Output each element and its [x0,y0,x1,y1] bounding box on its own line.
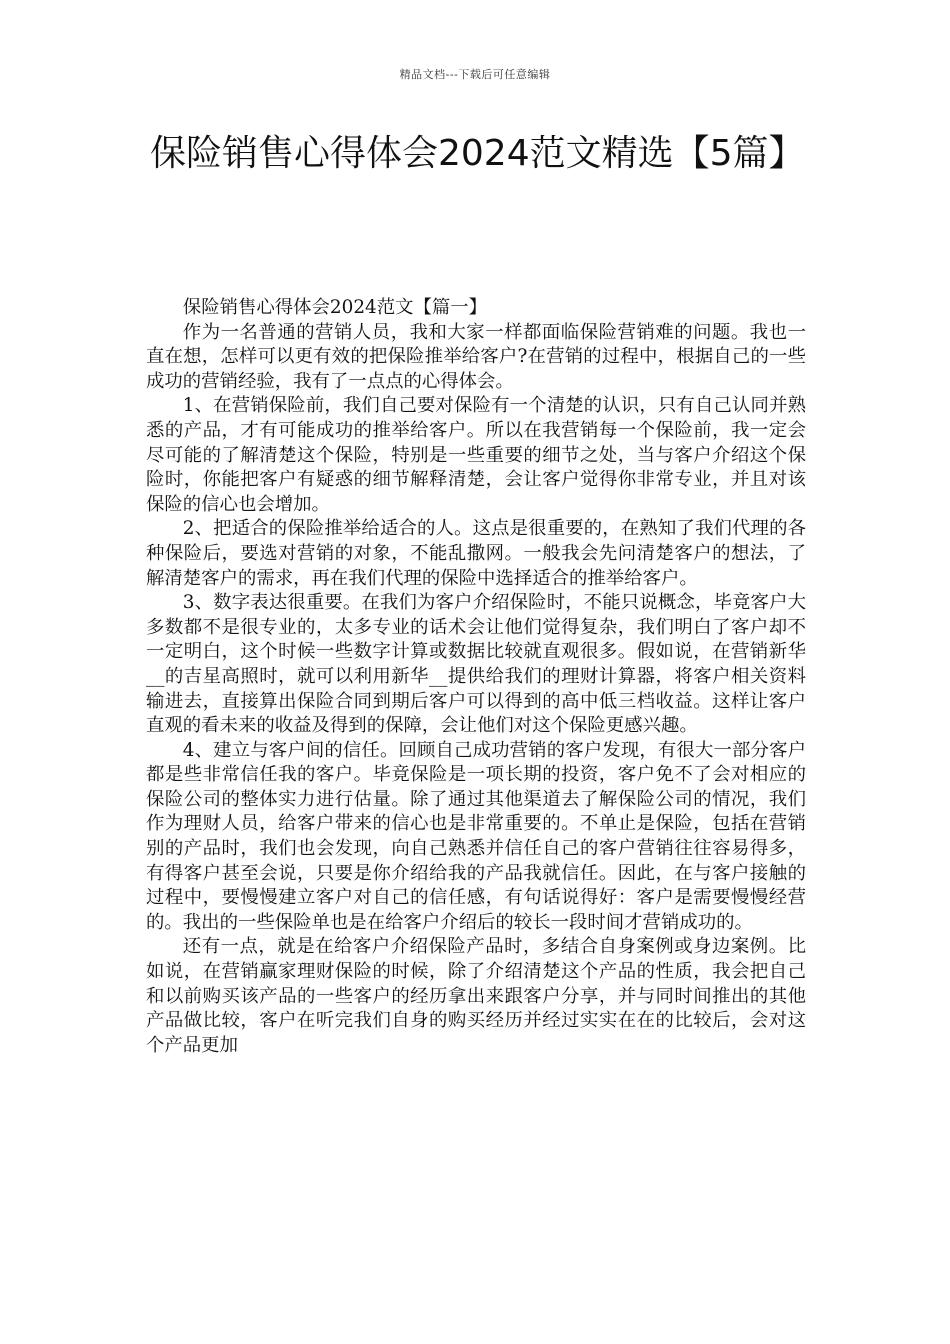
body-paragraph: 1、在营销保险前，我们自己要对保险有一个清楚的认识，只有自己认同并熟悉的产品，才有可能成功的推举给客户。所以在我营销每一个保险前，我一定会尽可能的了解清楚这个保险，特别是一些重要的细节之处，当与客户介绍这个保险时，你能把客户有疑惑的细节解释清楚，会让客户觉得你非常专业，并且对该保险的信心也会增加。 [146,395,806,515]
section-heading: 保险销售心得体会2024范文【篇一】 [182,297,488,318]
body-paragraph: 还有一点，就是在给客户介绍保险产品时，多结合自身案例或身边案例。比如说，在营销赢家理财保险的时候，除了介绍清楚这个产品的性质，我会把自己和以前购买该产品的一些客户的经历拿出来跟客户分享，并与同时间推出的其他产品做比较，客户在听完我们自身的购买经历并经过实实在在的比较后，会对这个产品更加 [146,936,806,1056]
body-paragraph: 3、数字表达很重要。在我们为客户介绍保险时，不能只说概念，毕竟客户大多数都不是很专业的，太多专业的话术会让他们觉得复杂，我们明白了客户却不一定明白，这个时候一些数字计算或数据比较就直观很多。假如说，在营销新华__的吉星高照时，就可以利用新华__提供给我们的理财计算器，将客户相关资料输进去，直接算出保险合同到期后客户可以得到的高中低三档收益。这样让客户直观的看未来的收益及得到的保障，会让他们对这个保险更感兴趣。 [146,592,806,737]
body-paragraph: 4、建立与客户间的信任。回顾自己成功营销的客户发现，有很大一部分客户都是些非常信任我的客户。毕竟保险是一项长期的投资，客户免不了会对相应的保险公司的整体实力进行估量。除了通过其他渠道去了解保险公司的情况，我们作为理财人员，给客户带来的信心也是非常重要的。不单止是保险，包括在营销别的产品时，我们也会发现，向自己熟悉并信任自己的客户营销往往容易得多，有得客户甚至会说，只要是你介绍给我的产品我就信任。因此，在与客户接触的过程中，要慢慢建立客户对自己的信任感，有句话说得好：客户是需要慢慢经营的。我出的一些保险单也是在给客户介绍后的较长一段时间才营销成功的。 [146,739,806,933]
header-note: 精品文档---下载后可任意编辑 [399,68,551,81]
document-title: 保险销售心得体会2024范文精选【5篇】 [150,133,805,174]
body-paragraph: 作为一名普通的营销人员，我和大家一样都面临保险营销难的问题。我也一直在想，怎样可以更有效的把保险推举给客户?在营销的过程中，根据自己的一些成功的营销经验，我有了一点点的心得体会。 [146,321,806,392]
body-paragraph: 2、把适合的保险推举给适合的人。这点是很重要的，在熟知了我们代理的各种保险后，要选对营销的对象，不能乱撒网。一般我会先问清楚客户的想法，了解清楚客户的需求，再在我们代理的保险中选择适合的推举给客户。 [146,518,806,589]
document-body [146,296,806,1058]
